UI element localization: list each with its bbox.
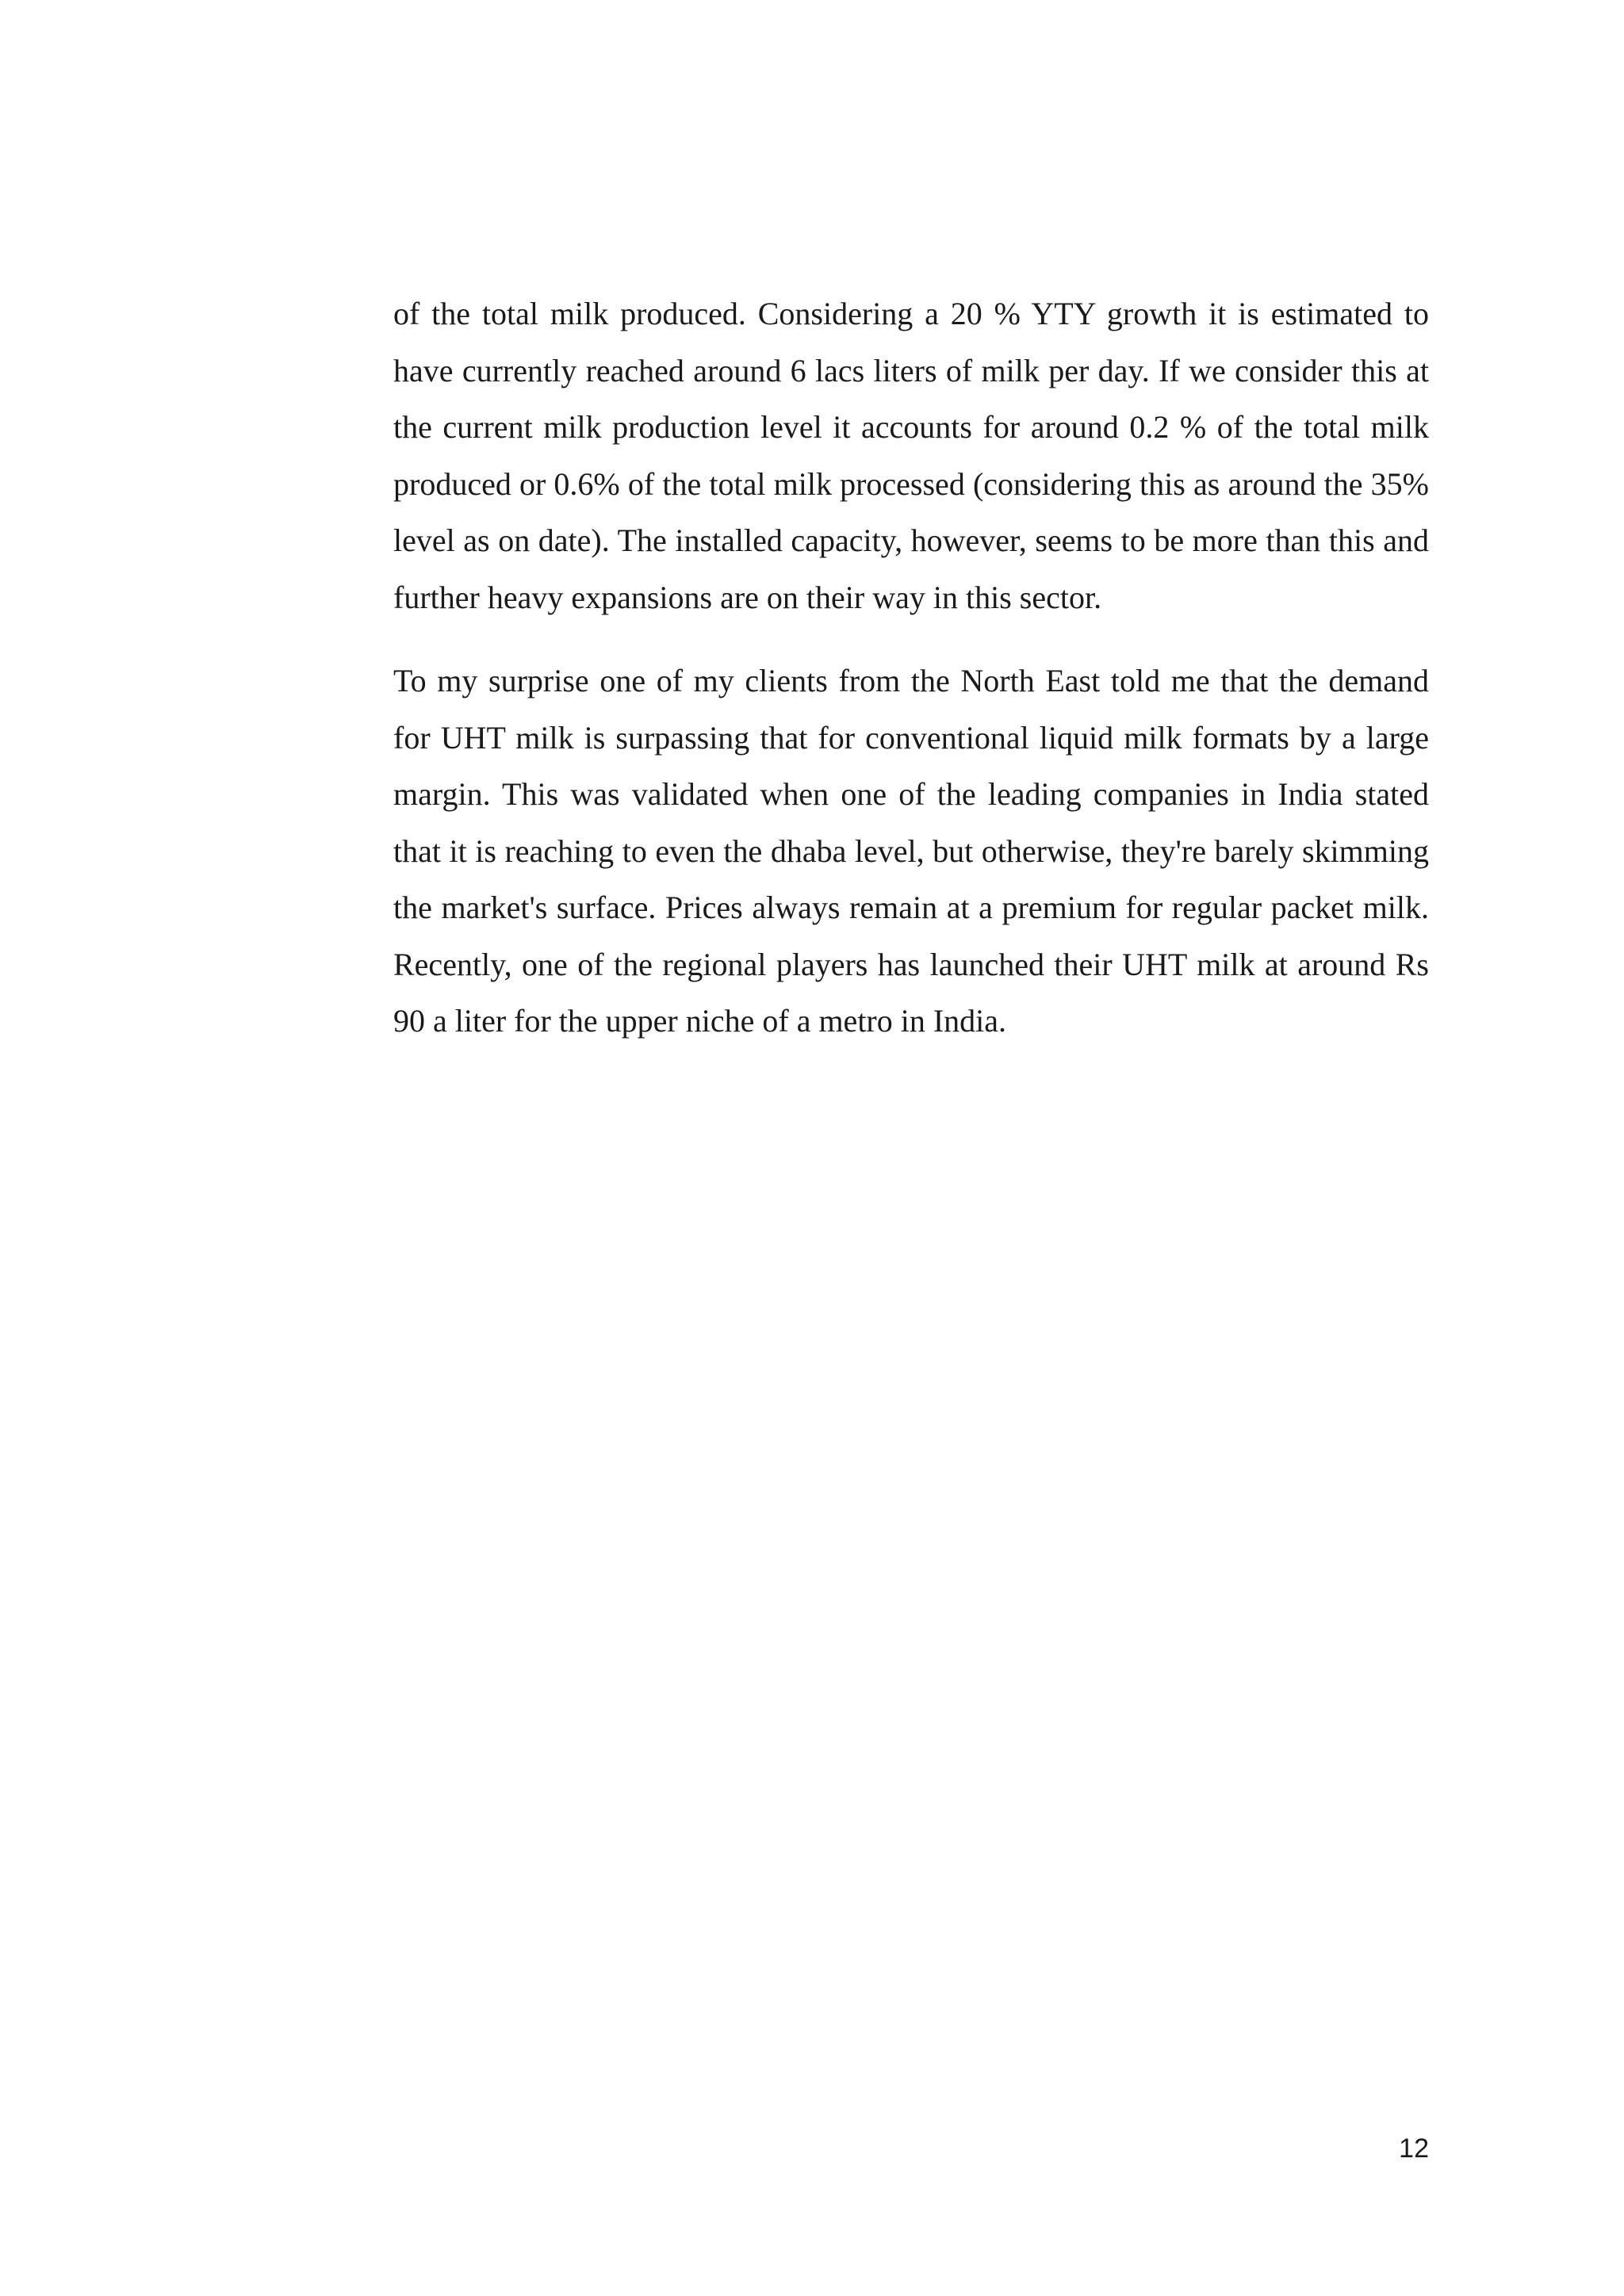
body-text <box>393 285 1429 1050</box>
paragraph-1: of the total milk produced. Considering a 20 % YTY growth it is estimated to have currently reached around 6 lacs liters of milk per day. If we consider this at the current milk production level it accounts for around 0.2 % of the total milk produced or 0.6% of the total milk processed (considering this as around the 35% level as on date). The installed capacity, however, seems to be more than this and further heavy expansions are on their way in this sector. <box>393 296 1429 615</box>
paragraph-2: To my surprise one of my clients from the North East told me that the demand for UHT milk is surpassing that for conventional liquid milk formats by a large margin. This was validated when one of the leading companies in India stated that it is reaching to even the dhaba level, but otherwise, they're barely skimming the market's surface. Prices always remain at a premium for regular packet milk. Recently, one of the regional players has launched their UHT milk at around Rs 90 a liter for the upper niche of a metro in India. <box>393 663 1429 1039</box>
page-number: 12 <box>1399 2133 1429 2164</box>
